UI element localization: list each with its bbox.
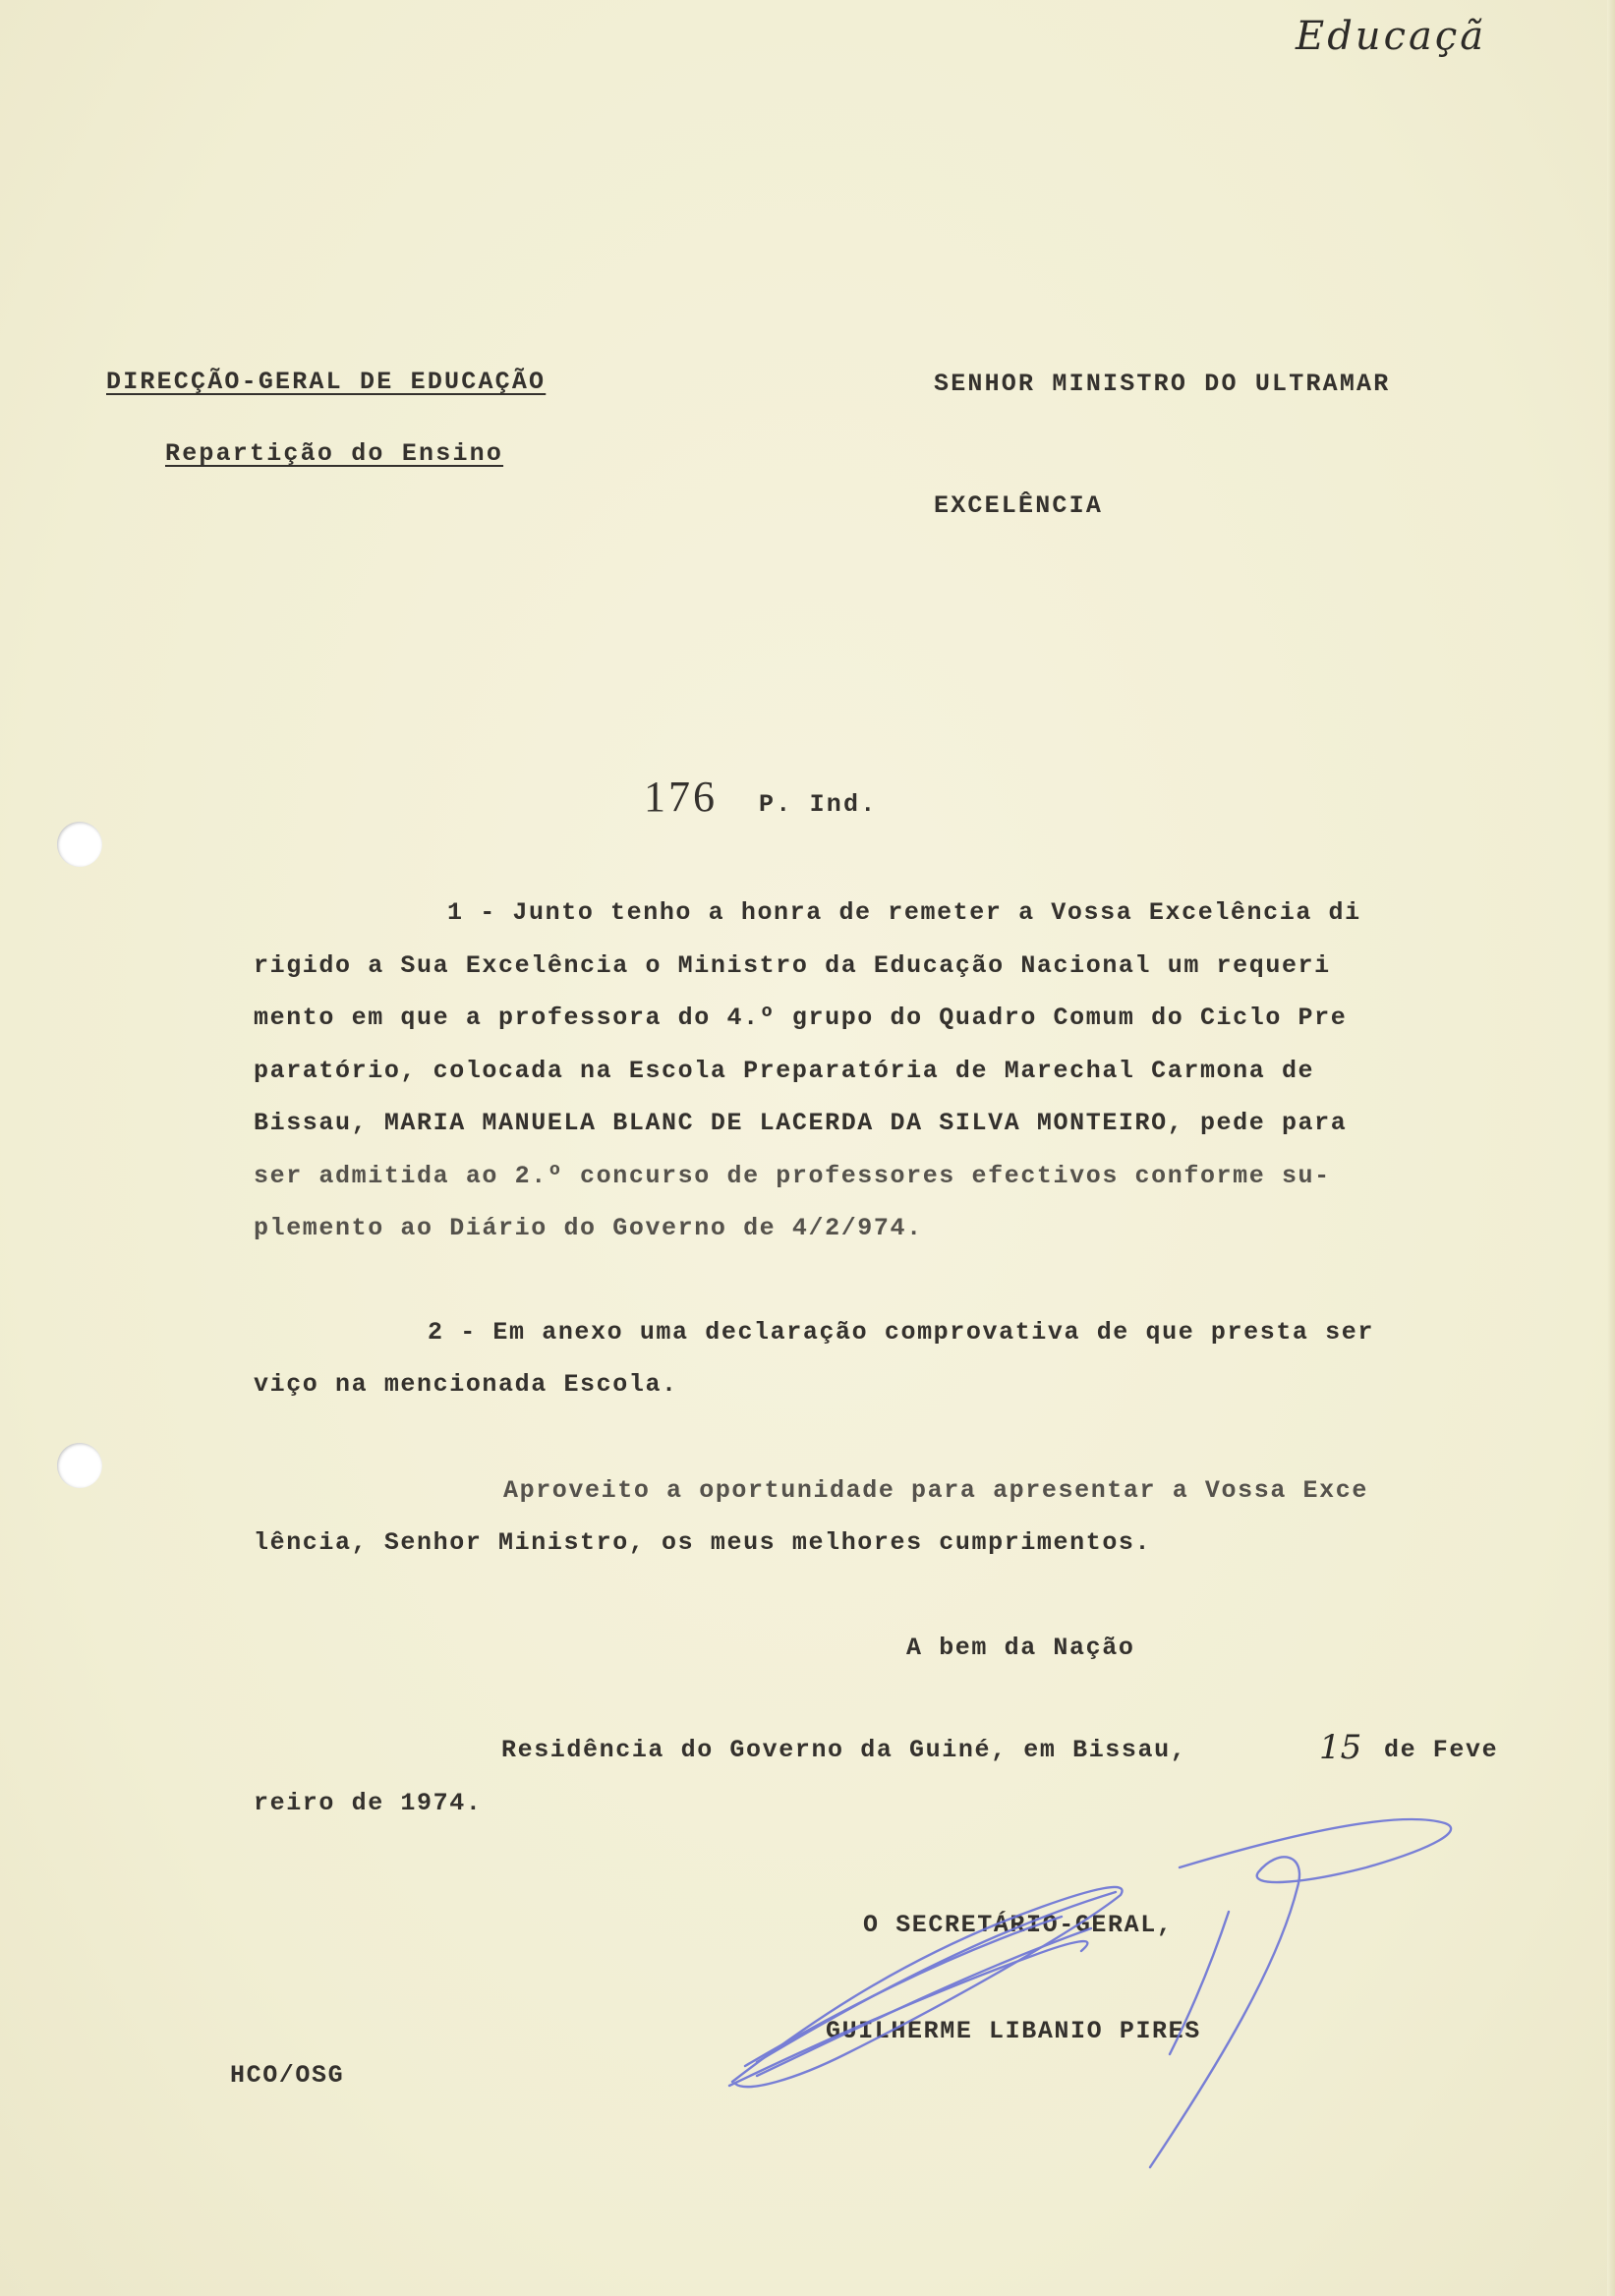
handwritten-day: 15	[1319, 1728, 1362, 1767]
header-department: Repartição do Ensino	[165, 439, 504, 468]
paragraph1-line: 1 - Junto tenho a honra de remeter a Vossa Excelência di	[447, 898, 1361, 927]
place-date-prefix: Residência do Governo da Guiné, em Bissau,	[501, 1736, 1187, 1764]
paragraph1-line: paratório, colocada na Escola Preparatória de Marechal Carmona de	[254, 1057, 1315, 1085]
paragraph1-line: mento em que a professora do 4.º grupo do Quadro Comum do Ciclo Pre	[254, 1004, 1348, 1032]
paragraph1-line: Bissau, MARIA MANUELA BLANC DE LACERDA DA SILVA MONTEIRO, pede para	[254, 1109, 1348, 1137]
handwritten-annotation: Educaçã	[1296, 14, 1487, 59]
reference-suffix: P. Ind.	[759, 790, 878, 819]
header-directorate: DIRECÇÃO-GERAL DE EDUCAÇÃO	[106, 368, 547, 396]
reference-code: HCO/OSG	[230, 2061, 345, 2090]
place-date-line2: reiro de 1974.	[254, 1789, 483, 1817]
reference-number: 176	[644, 773, 718, 821]
salutation: A bem da Nação	[906, 1634, 1135, 1662]
closing-line: lência, Senhor Ministro, os meus melhores cumprimentos.	[254, 1528, 1152, 1557]
paragraph1-line: rigido a Sua Excelência o Ministro da Educação Nacional um requeri	[254, 951, 1331, 980]
paragraph1-line: plemento ao Diário do Governo de 4/2/974.	[254, 1214, 923, 1242]
header-addressee: SENHOR MINISTRO DO ULTRAMAR	[934, 370, 1391, 398]
header-salutation: EXCELÊNCIA	[934, 491, 1104, 520]
paragraph2-line: 2 - Em anexo uma declaração comprovativa de que presta ser	[428, 1318, 1374, 1347]
signature-name: GUILHERME LIBANIO PIRES	[826, 2017, 1201, 2045]
place-date-suffix: de Feve	[1384, 1736, 1499, 1764]
closing-line: Aproveito a oportunidade para apresentar a Vossa Exce	[503, 1476, 1368, 1505]
signature-title: O SECRETÁRIO-GERAL,	[863, 1911, 1174, 1939]
paragraph2-line: viço na mencionada Escola.	[254, 1370, 678, 1399]
paragraph1-line: ser admitida ao 2.º concurso de professores efectivos conforme su-	[254, 1162, 1331, 1190]
